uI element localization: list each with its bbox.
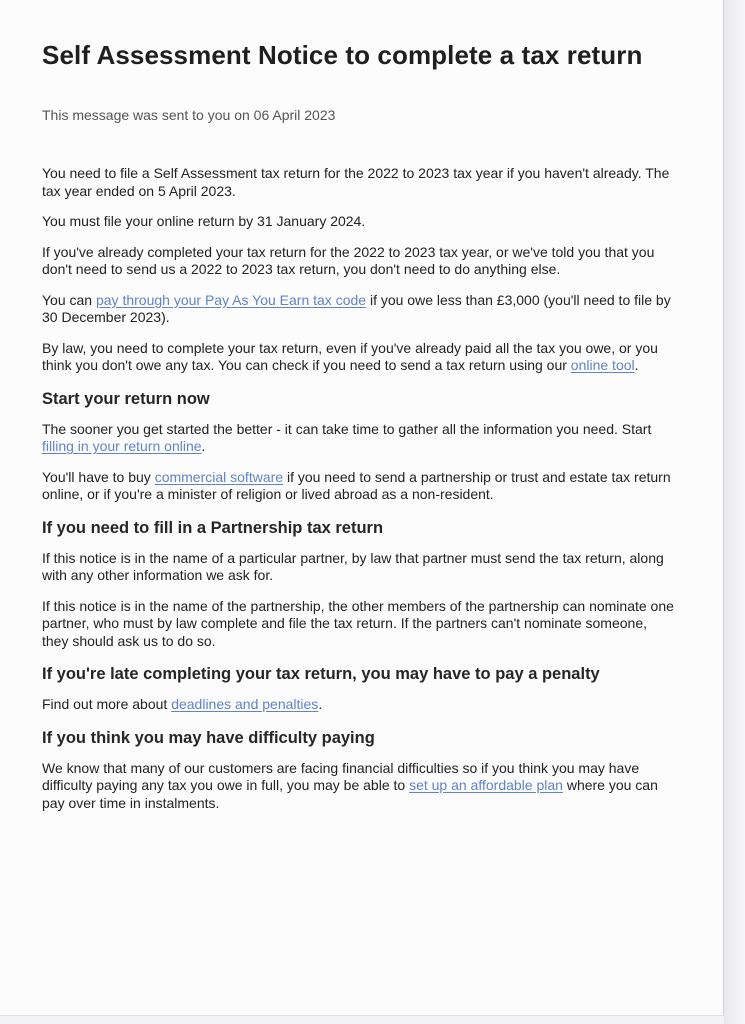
affordable-plan-link[interactable]: set up an affordable plan — [409, 777, 563, 793]
paragraph-text: . — [634, 357, 639, 373]
document-content — [42, 38, 677, 812]
paragraph-paye — [42, 292, 677, 327]
paragraph-text: if you need to send a partnership or trust and estate tax return online, or if you're a minister of religion or lived abroad as a non-resident. — [42, 468, 671, 502]
paye-tax-code-link[interactable]: pay through your Pay As You Earn tax code — [95, 291, 367, 308]
paragraph-text: Find out more about — [42, 696, 172, 712]
online-tool-link[interactable]: online tool — [570, 357, 635, 373]
sent-date-notice: This message was sent to you on 06 April 2023 — [42, 107, 336, 123]
paragraph-already-completed: If you've already completed your tax return for the 2022 to 2023 tax year, or we've told you that you don't need to send us a 2022 to 2023 tax return, you don't need to do anything else. — [42, 243, 655, 277]
paragraph-deadline: You must file your online return by 31 January 2024. — [42, 213, 366, 229]
paragraph-by-law — [42, 340, 677, 375]
paragraph-text: The sooner you get started the better - it can take time to gather all the information you need. Start — [42, 420, 652, 437]
paragraph-financial-difficulty — [42, 760, 677, 813]
heading-late-penalty: If you're late completing your tax return, you may have to pay a penalty — [42, 665, 600, 683]
paragraph-text: We know that many of our customers are facing financial difficulties so if you think you may have difficulty paying any tax you owe in full, you may be able to — [42, 759, 640, 793]
commercial-software-link[interactable]: commercial software — [154, 468, 284, 485]
paragraph-text: . — [318, 696, 323, 712]
paragraph-text: where you can pay over time in instalments. — [42, 777, 658, 811]
paragraph-text: You'll have to buy — [42, 468, 155, 485]
paragraph-text: if you owe less than £3,000 (you'll need to file by 30 December 2023). — [42, 291, 671, 325]
paragraph-file-return: You need to file a Self Assessment tax return for the 2022 to 2023 tax year if you haven't already. The tax year ended on 5 April 2023. — [42, 165, 670, 199]
paragraph-nominate-partner: If this notice is in the name of the partnership, the other members of the partnership can nominate one partner, who must by law complete and file the tax return. If the partners can't nominate someone, they should ask us to do so. — [42, 597, 674, 649]
paragraph-commercial-software — [42, 469, 677, 504]
paragraph-text: You can — [42, 291, 96, 308]
filling-in-return-online-link[interactable]: filling in your return online — [42, 438, 202, 454]
page-edge-shadow — [724, 0, 745, 1024]
heading-difficulty-paying: If you think you may have difficulty paying — [42, 728, 375, 747]
deadlines-penalties-link[interactable]: deadlines and penalties — [171, 696, 319, 712]
paragraph-text: By law, you need to complete your tax return, even if you've already paid all the tax you owe, or you think you don't owe any tax. You can check if you need to send a tax return using our — [42, 339, 658, 373]
paragraph-deadlines — [42, 696, 677, 714]
paragraph-get-started — [42, 421, 677, 456]
paragraph-text: . — [201, 438, 206, 454]
page-title: Self Assessment Notice to complete a tax return — [42, 40, 643, 70]
heading-start-return: Start your return now — [42, 389, 210, 408]
heading-partnership: If you need to fill in a Partnership tax return — [42, 518, 384, 537]
paragraph-particular-partner: If this notice is in the name of a particular partner, by law that partner must send the tax return, along with any other information we ask for. — [42, 549, 664, 583]
